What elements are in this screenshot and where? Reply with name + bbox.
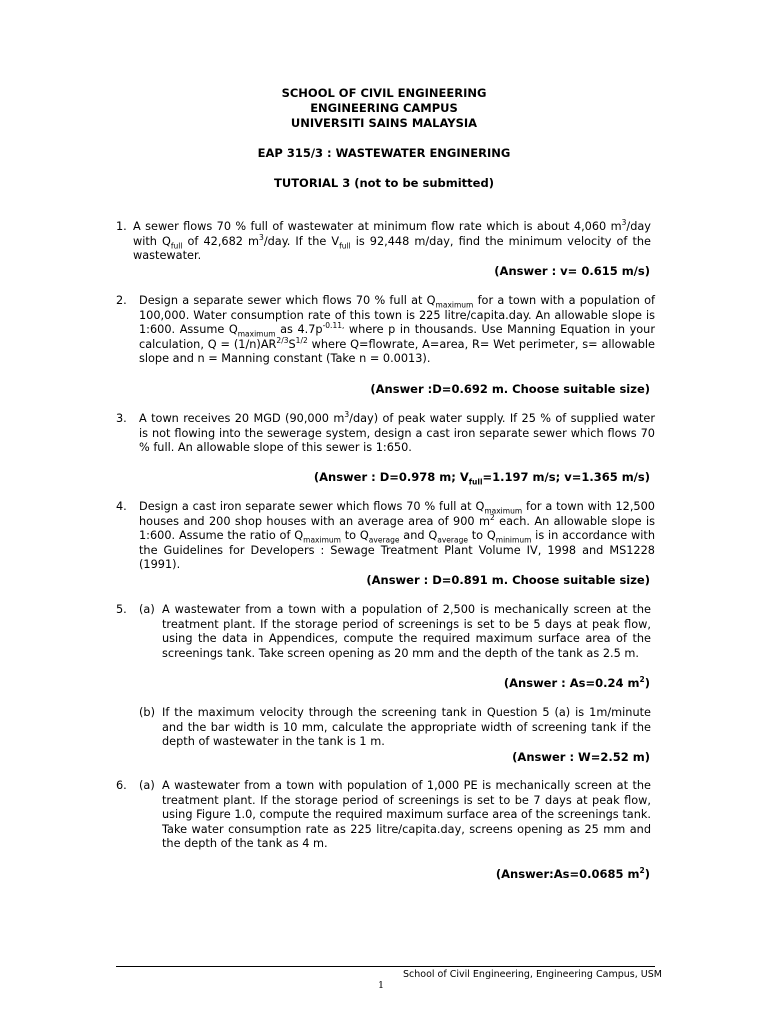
university-title: UNIVERSITI SAINS MALAYSIA xyxy=(290,116,478,130)
question-2-text: Design a separate sewer which flows 70 % full at $Q_{maximum}$ for a town with a population of 100,000. Water consumption rate of this town is 225 litre/capita.day. An allowable slope is 1:600. Assume $Q_{maximum}$ as $4.7p^{-0.11,}$ where p in thousands. Use Manning Equation in your calculation, $Q = (1/n)AR^{2/3}S^{1/2}$ where Q=flowrate, A=area, R= Wet perimeter, s= allowable slope and n = Manning constant (Take n = 0.0013). xyxy=(139,294,655,366)
question-3-answer: (Answer : D=0.978 m; $V_{full}=1.197$ m/s; v=1.365 m/s) xyxy=(313,470,650,487)
campus-title: ENGINEERING CAMPUS xyxy=(310,101,458,115)
question-3-number: 3. xyxy=(116,412,127,425)
question-4-number: 4. xyxy=(116,500,127,513)
question-1-text: A sewer flows 70 % full of wastewater at minimum flow rate which is about 4,060 $m^3$/day with $Q_{full}$ of 42,682 $m^3$/day. If the $V_{full}$ is 92,448 m/day, find the minimum velocity of the wastewater. xyxy=(133,218,651,263)
question-2-number: 2. xyxy=(116,294,127,307)
school-title: SCHOOL OF CIVIL ENGINEERING xyxy=(281,86,487,100)
question-5b-answer: (Answer : W=2.52 m) xyxy=(512,750,650,764)
question-1-answer: (Answer : v= 0.615 m/s) xyxy=(494,264,650,278)
footer-divider xyxy=(116,966,655,967)
question-6a-text: A wastewater from a town with population of 1,000 PE is mechanically screen at the treatment plant. If the storage period of screenings is set to be 7 days at peak flow, using Figure 1.0, compute the required maximum surface area of the screenings tank. Take water consumption rate as 225 litre/capita.day, screens opening as 25 mm and the depth of the tank as 4 m. xyxy=(162,779,651,851)
question-2-answer: (Answer :D=0.692 m. Choose suitable size) xyxy=(370,382,650,396)
footer-text: School of Civil Engineering, Engineering Campus, USM xyxy=(403,969,662,980)
question-3-text: A town receives 20 MGD (90,000 $m^3/day$) of peak water supply. If 25 % of supplied water is not flowing into the sewerage system, design a cast iron separate sewer which flows 70 % full. An allowable slope of this sewer is 1:650. xyxy=(139,410,655,455)
question-5a-label: (a) xyxy=(139,603,155,616)
page-number: 1 xyxy=(378,980,385,991)
question-6a-answer: (Answer:As=0.0685 $m^2$) xyxy=(495,866,650,881)
question-5b-label: (b) xyxy=(139,706,155,719)
question-5-number: 5. xyxy=(116,603,127,616)
question-4-answer: (Answer : D=0.891 m. Choose suitable size) xyxy=(366,573,650,587)
question-5b-text: If the maximum velocity through the screening tank in Question 5 (a) is 1m/minute and the bar width is 10 mm, calculate the appropriate width of screening tank if the depth of wastewater in the tank is 1 m. xyxy=(162,706,651,749)
tutorial-title: TUTORIAL 3 (not to be submitted) xyxy=(274,176,494,190)
question-5a-answer: (Answer : As=0.24 $m^2$) xyxy=(503,675,650,690)
question-6-number: 6. xyxy=(116,779,127,792)
question-4-text: Design a cast iron separate sewer which flows 70 % full at $Q_{maximum}$ for a town with 12,500 houses and 200 shop houses with an average area of 900 $m^2$ each. An allowable slope is 1:600. Assume the ratio of $Q_{maximum}$ to $Q_{average}$ and $Q_{average}$ to $Q_{minimum}$ is in accordance with the Guidelines for Developers : Sewage Treatment Plant Volume IV, 1998 and MS1228 (1991). xyxy=(139,500,656,572)
question-6a-label: (a) xyxy=(139,779,155,792)
question-5a-text: A wastewater from a town with a population of 2,500 is mechanically screen at the treatment plant. If the storage period of screenings is set to be 5 days at peak flow, using the data in Appendices, compute the required maximum surface area of the screenings tank. Take screen opening as 20 mm and the depth of the tank as 2.5 m. xyxy=(162,603,651,660)
course-title: EAP 315/3 : WASTEWATER ENGINERING xyxy=(257,146,511,160)
question-1-number: 1. xyxy=(116,220,127,233)
